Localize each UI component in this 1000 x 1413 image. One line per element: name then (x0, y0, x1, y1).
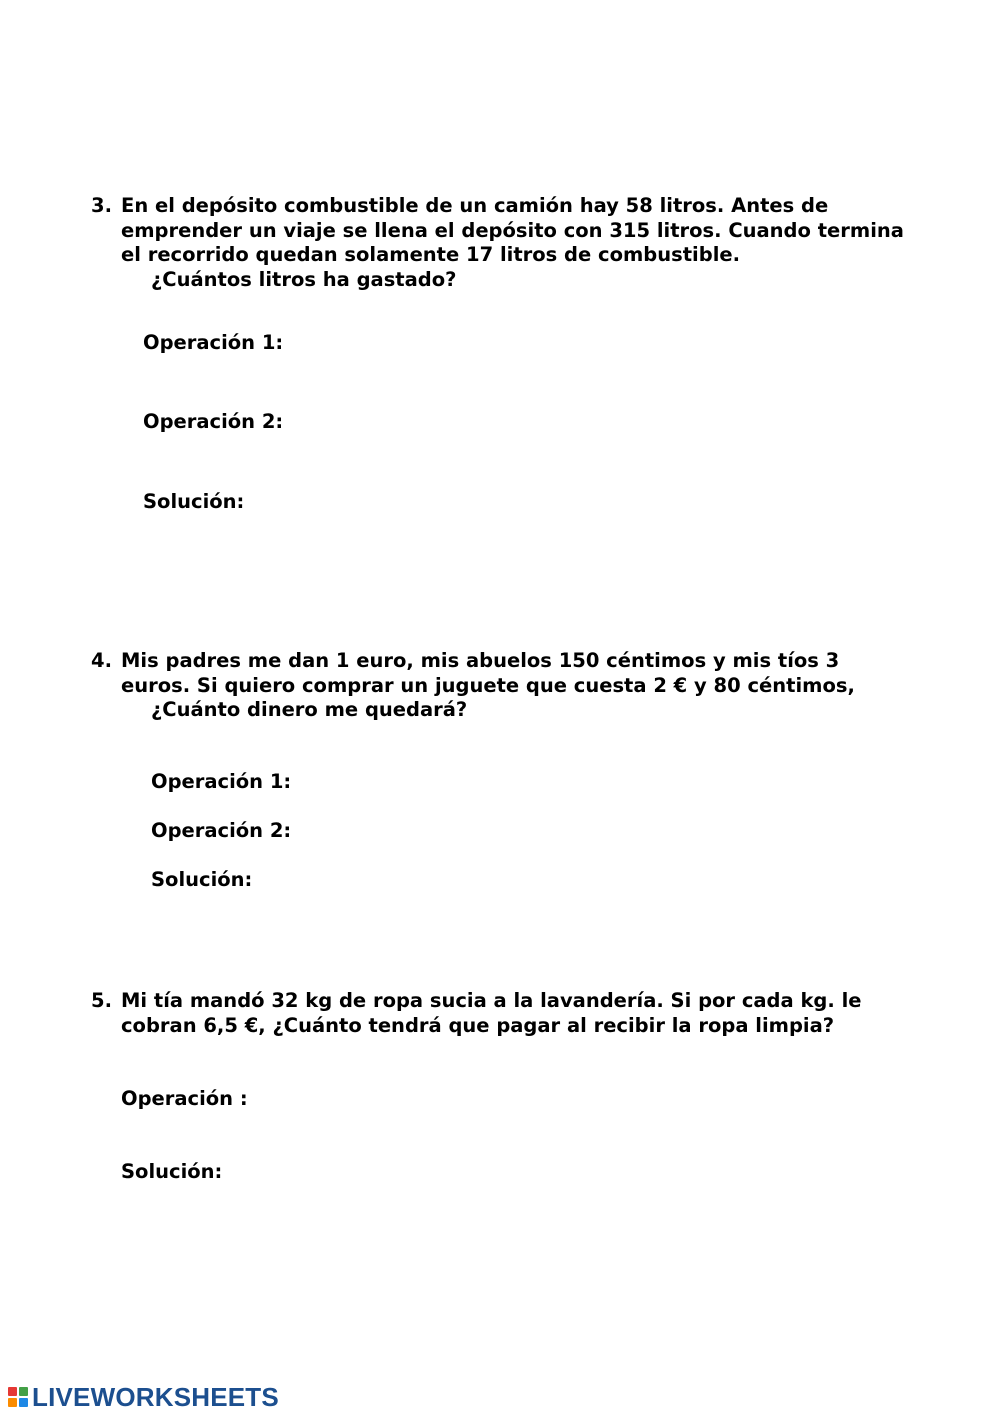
solution-label: Solución: (151, 868, 253, 891)
operation-2-answer[interactable] (293, 819, 813, 845)
logo-square (8, 1387, 17, 1396)
operation-2-label: Operación 2: (151, 819, 292, 842)
problem-text-line: euros. Si quiero comprar un juguete que cuesta 2 € y 80 céntimos, (121, 673, 855, 697)
problem-number: 3. (91, 194, 112, 217)
problem-number: 4. (91, 649, 112, 672)
operation-1-label: Operación 1: (143, 331, 284, 354)
liveworksheets-logo[interactable] (8, 1383, 279, 1411)
problem-question: ¿Cuántos litros ha gastado? (151, 267, 457, 291)
solution-answer[interactable] (233, 1160, 753, 1186)
operation-answer[interactable] (255, 1087, 775, 1113)
problem-text-line: Mi tía mandó 32 kg de ropa sucia a la lavandería. Si por cada kg. le (121, 989, 862, 1012)
brand-name: LIVEWORKSHEETS (32, 1381, 279, 1412)
operation-1-label: Operación 1: (151, 770, 292, 793)
operation-2-label: Operación 2: (143, 410, 284, 433)
solution-label: Solución: (143, 490, 245, 513)
solution-answer[interactable] (255, 490, 775, 516)
problem-number: 5. (91, 989, 112, 1012)
logo-square (8, 1398, 17, 1407)
solution-label: Solución: (121, 1160, 223, 1183)
operation-1-answer[interactable] (285, 331, 805, 357)
operation-label: Operación : (121, 1087, 248, 1110)
logo-grid-icon (8, 1387, 28, 1407)
problem-text-line: emprender un viaje se llena el depósito con 315 litros. Cuando termina (121, 218, 904, 242)
problem-5 (91, 989, 862, 1041)
solution-answer[interactable] (263, 868, 783, 894)
problem-text-line: el recorrido quedan solamente 17 litros de combustible. (121, 243, 741, 266)
operation-2-answer[interactable] (285, 410, 805, 436)
problem-question: ¿Cuánto dinero me quedará? (151, 698, 468, 721)
operation-1-answer[interactable] (293, 770, 813, 796)
problem-text-line: Mis padres me dan 1 euro, mis abuelos 150 céntimos y mis tíos 3 (121, 649, 840, 672)
problem-4 (91, 649, 855, 725)
logo-square (19, 1398, 28, 1407)
logo-square (19, 1387, 28, 1396)
problem-text-line: En el depósito combustible de un camión hay 58 litros. Antes de (121, 194, 829, 217)
problem-text-line: cobran 6,5 €, ¿Cuánto tendrá que pagar al recibir la ropa limpia? (121, 1013, 835, 1037)
problem-3 (91, 194, 904, 294)
